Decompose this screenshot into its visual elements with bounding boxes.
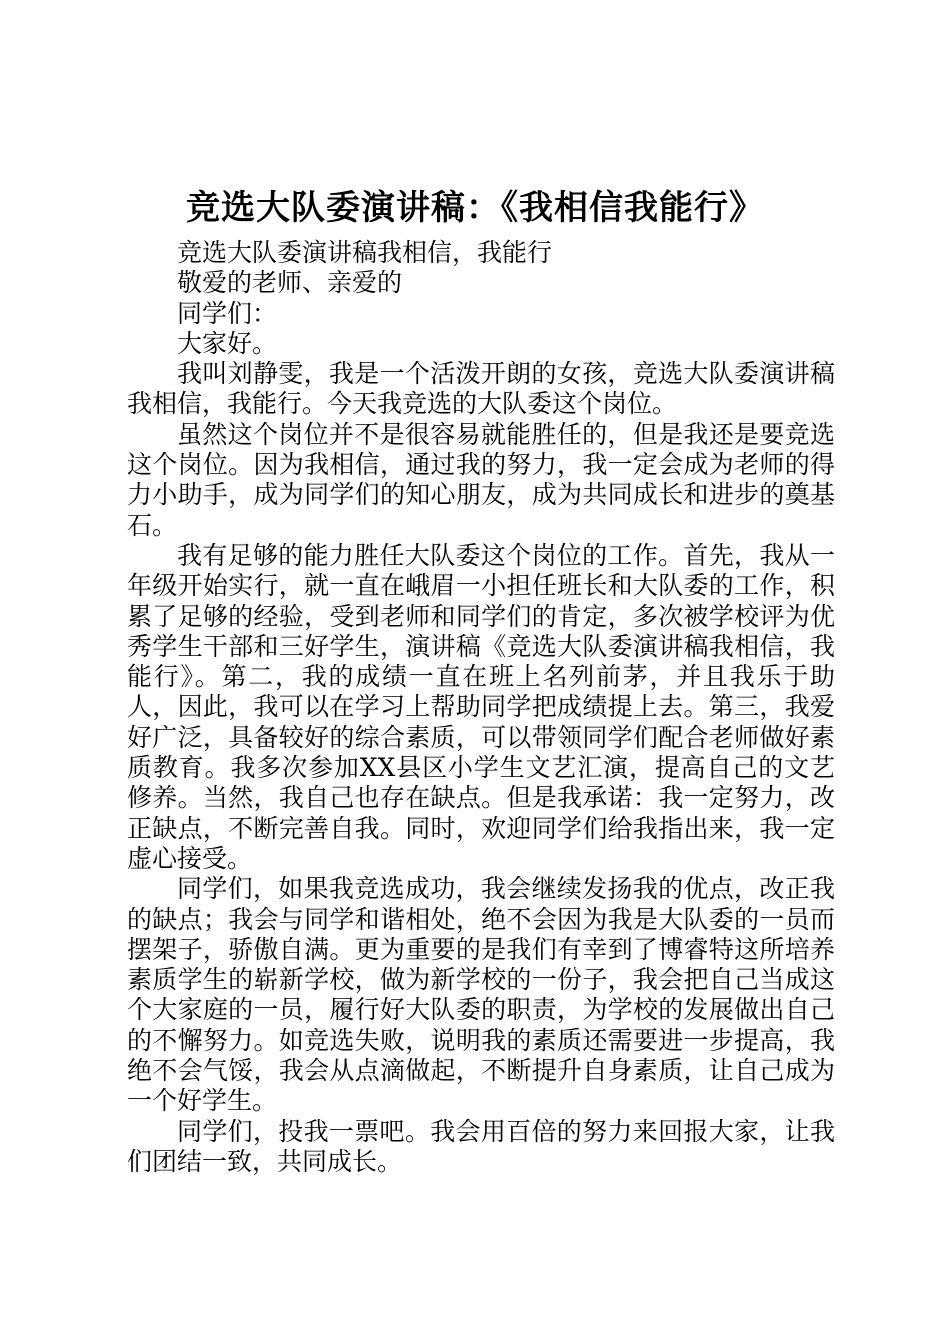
- document-body: [127, 238, 835, 1177]
- paragraph-salutation-cont: 同学们：: [177, 298, 278, 328]
- paragraph-intro: 我叫刘静雯，我是一个活泼开朗的女孩，竞选大队委演讲稿我相信，我能行。今天我竞选的大队委这个岗位。: [127, 359, 835, 419]
- paragraph-subtitle: 竞选大队委演讲稿我相信，我能行: [177, 238, 553, 267]
- document-title: 竞选大队委演讲稿：《我相信我能行》: [186, 188, 764, 228]
- paragraph-greeting: 大家好。: [177, 328, 278, 358]
- paragraph-qualifications: 我有足够的能力胜任大队委这个岗位的工作。首先，我从一年级开始实行，就一直在峨眉一小担任班长和大队委的工作，积累了足够的经验，受到老师和同学们的肯定，多次被学校评为优秀学生干部和三好学生，演讲稿《竞选大队委演讲稿我相信，我能行》。第二，我的成绩一直在班上名列前茅，并且我乐于助人，因此，我可以在学习上帮助同学把成绩提上去。第三，我爱好广泛，具备较好的综合素质，可以带领同学们配合老师做好素质教育。我多次参加XX县区小学生文艺汇演，提高自己的文艺修养。当然，我自己也存在缺点。但是我承诺：我一定努力，改正缺点，不断完善自我。同时，欢迎同学们给我指出来，我一定虚心接受。: [127, 540, 835, 873]
- paragraph-resolve: 虽然这个岗位并不是很容易就能胜任的，但是我还是要竞选这个岗位。因为我相信，通过我的努力，我一定会成为老师的得力小助手，成为同学们的知心朋友，成为共同成长和进步的奠基石。: [127, 419, 835, 540]
- paragraph-promise: 同学们，如果我竞选成功，我会继续发扬我的优点，改正我的缺点；我会与同学和谐相处，绝不会因为我是大队委的一员而摆架子，骄傲自满。更为重要的是我们有幸到了博睿特这所培养素质学生的崭新学校，做为新学校的一份子，我会把自己当成这个大家庭的一员，履行好大队委的职责，为学校的发展做出自己的不懈努力。如竞选失败，说明我的素质还需要进一步提高，我绝不会气馁，我会从点滴做起，不断提升自身素质，让自己成为一个好学生。: [127, 874, 835, 1116]
- paragraph-closing: 同学们，投我一票吧。我会用百倍的努力来回报大家，让我们团结一致，共同成长。: [127, 1116, 835, 1176]
- paragraph-salutation: 敬爱的老师、亲爱的: [177, 268, 403, 298]
